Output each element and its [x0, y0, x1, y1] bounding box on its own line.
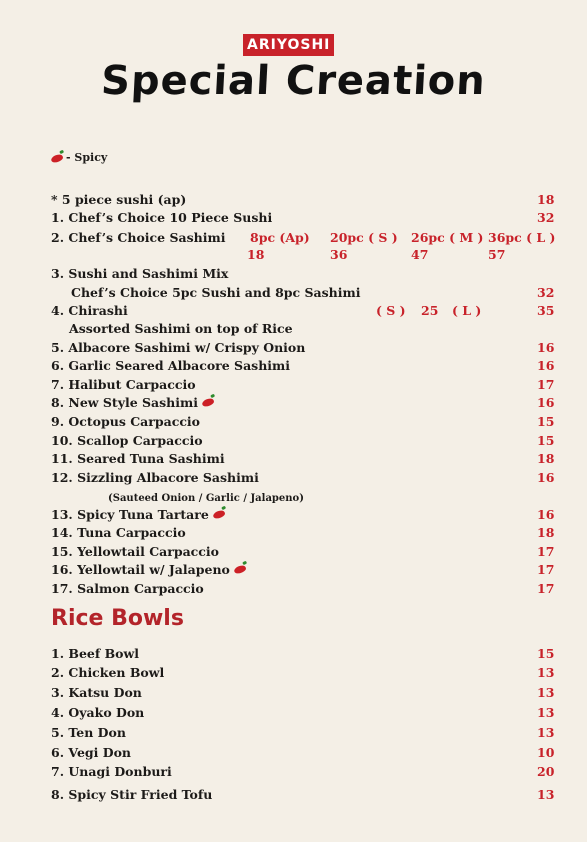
item-price: 32: [537, 285, 555, 300]
size-label: 26pc ( M ): [411, 230, 484, 245]
menu-item: [51, 394, 555, 411]
section-heading-rice-bowls: Rice Bowls: [51, 606, 184, 631]
item-name: 11. Seared Tuna Sashimi: [51, 451, 225, 466]
item-price: 18: [537, 525, 555, 540]
menu-item: [51, 786, 555, 803]
item-price: 32: [537, 210, 555, 225]
item-name: 13. Spicy Tuna Tartare: [51, 507, 209, 522]
item-name: * 5 piece sushi (ap): [51, 192, 187, 207]
item-description: Assorted Sashimi on top of Rice: [69, 321, 293, 336]
item-name: 8. Spicy Stir Fried Tofu: [51, 787, 213, 802]
chili-pepper-icon: [201, 397, 215, 408]
menu-item: [51, 684, 555, 701]
brand-logo: ARIYOSHI: [243, 34, 334, 56]
page-title: Special Creation: [99, 58, 488, 104]
item-price: 15: [537, 414, 555, 429]
item-name: 2. Chicken Bowl: [51, 665, 165, 680]
menu-item: [51, 664, 555, 681]
item-name-wrap: [51, 506, 228, 523]
menu-item: [51, 376, 555, 393]
menu-item: [51, 744, 555, 761]
item-name: 3. Sushi and Sashimi Mix: [51, 266, 229, 281]
menu-item: [51, 580, 555, 597]
item-description: (Sauteed Onion / Garlic / Jalapeno): [108, 493, 304, 504]
spicy-legend: [51, 150, 107, 166]
item-name: 17. Salmon Carpaccio: [51, 581, 204, 596]
item-name: 12. Sizzling Albacore Sashimi: [51, 470, 259, 485]
item-name: 10. Scallop Carpaccio: [51, 433, 203, 448]
size-label: ( S ): [376, 303, 406, 318]
menu-item: [51, 561, 555, 578]
item-price: 16: [537, 507, 555, 522]
menu-item-chirashi: [51, 302, 555, 319]
item-price: 20: [537, 764, 555, 779]
menu-item: [51, 450, 555, 467]
item-description: Chef’s Choice 5pc Sushi and 8pc Sashimi: [71, 285, 361, 300]
item-name: 6. Garlic Seared Albacore Sashimi: [51, 358, 291, 373]
size-label: 20pc ( S ): [330, 230, 398, 245]
menu-item-note: [51, 488, 551, 507]
item-name: 4. Chirashi: [51, 303, 128, 318]
item-price: 13: [537, 725, 555, 740]
item-price: 15: [537, 433, 555, 448]
item-price: 13: [537, 685, 555, 700]
size-price: 18: [247, 247, 265, 262]
size-price: 36: [330, 247, 348, 262]
item-price: 17: [537, 544, 555, 559]
item-price: 18: [537, 451, 555, 466]
size-label: 36pc ( L ): [488, 230, 556, 245]
chili-pepper-icon: [233, 564, 247, 575]
item-price: 16: [537, 395, 555, 410]
item-name: 1. Chef’s Choice 10 Piece Sushi: [51, 210, 273, 225]
item-name: 16. Yellowtail w/ Jalapeno: [51, 562, 230, 577]
menu-item: [51, 704, 555, 721]
menu-item: [51, 284, 555, 301]
size-price: 47: [411, 247, 429, 262]
item-name: 3. Katsu Don: [51, 685, 142, 700]
item-name: 6. Vegi Don: [51, 745, 132, 760]
menu-item: [51, 209, 555, 226]
menu-item: [51, 191, 555, 208]
item-name: 15. Yellowtail Carpaccio: [51, 544, 219, 559]
item-name: 7. Halibut Carpaccio: [51, 377, 196, 392]
menu-item: [51, 763, 555, 780]
item-price: 13: [537, 665, 555, 680]
menu-item: [51, 320, 551, 337]
chili-pepper-icon: [212, 509, 226, 520]
item-price: 17: [537, 377, 555, 392]
item-name: 5. Ten Don: [51, 725, 126, 740]
size-label: 8pc (Ap): [250, 230, 310, 245]
item-name: 4. Oyako Don: [51, 705, 145, 720]
item-price: 35: [537, 303, 555, 318]
item-name: 5. Albacore Sashimi w/ Crispy Onion: [51, 340, 306, 355]
menu-item: [51, 339, 555, 356]
item-name: 2. Chef’s Choice Sashimi: [51, 230, 226, 245]
item-name: 7. Unagi Donburi: [51, 764, 172, 779]
item-name-wrap: [51, 394, 217, 411]
item-price: 10: [537, 745, 555, 760]
item-name: 8. New Style Sashimi: [51, 395, 198, 410]
item-price: 16: [537, 470, 555, 485]
menu-item: [51, 506, 555, 523]
menu-item: [51, 413, 555, 430]
chili-pepper-icon: [50, 152, 64, 163]
item-price: 16: [537, 340, 555, 355]
menu-item-sashimi: [51, 229, 556, 246]
item-name: 9. Octopus Carpaccio: [51, 414, 201, 429]
menu-item: [51, 357, 555, 374]
item-name: 14. Tuna Carpaccio: [51, 525, 186, 540]
menu-item: [51, 543, 555, 560]
item-price: 17: [537, 562, 555, 577]
size-price: 57: [488, 247, 506, 262]
menu-item: [51, 432, 555, 449]
item-price: 13: [537, 787, 555, 802]
menu-item: [51, 524, 555, 541]
item-name-wrap: [51, 561, 249, 578]
size-label: ( L ): [452, 303, 482, 318]
menu-item: [51, 265, 551, 282]
item-price: 18: [537, 192, 555, 207]
size-price: 25: [421, 303, 439, 318]
item-price: 15: [537, 646, 555, 661]
item-price: 13: [537, 705, 555, 720]
menu-item: [51, 469, 555, 486]
menu-item: [51, 645, 555, 662]
item-name: 1. Beef Bowl: [51, 646, 140, 661]
spicy-legend-label: - Spicy: [66, 151, 108, 164]
item-price: 16: [537, 358, 555, 373]
menu-item: [51, 724, 555, 741]
item-price: 17: [537, 581, 555, 596]
